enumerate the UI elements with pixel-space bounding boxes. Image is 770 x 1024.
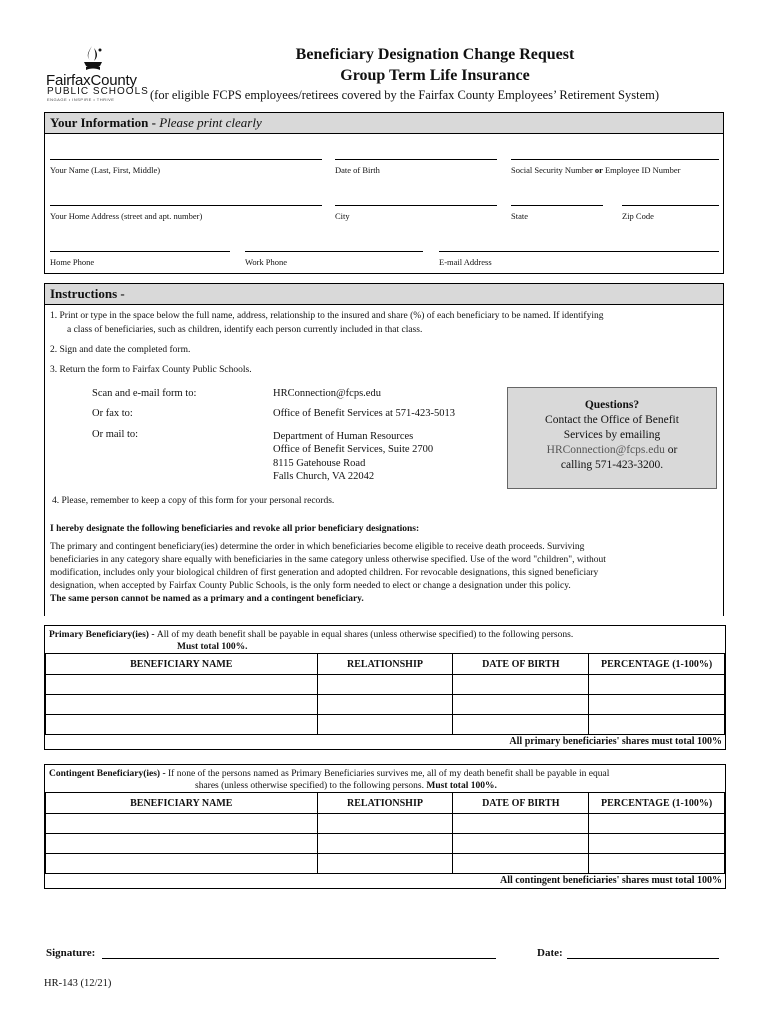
city-label: City <box>335 211 350 221</box>
date-field[interactable] <box>567 958 719 959</box>
fax-label: Or fax to: <box>92 408 133 419</box>
col-percentage: PERCENTAGE (1-100%) <box>589 793 725 814</box>
work-phone-field[interactable] <box>245 251 423 252</box>
designation-paragraph: The primary and contingent beneficiary(ies) determine the order in which beneficiaries become eligible to receive death proceeds. Surviving beneficiaries in any category share equally with beneficiaries in the same category unless otherwise specified. Use of the word "children", without modification, includes only your biological children of first generation and adopted children. For revocable designations, this signed beneficiary designation, when accepted by Fairfax County Public Schools, is the only form needed to elect or change a designation under this policy. The same person cannot be named as a primary and a contingent beneficiary. <box>50 542 606 604</box>
email-label: E-mail Address <box>439 257 492 267</box>
primary-heading: Primary Beneficiary(ies) - All of my death benefit shall be payable in equal shares (unless otherwise specified) to the following persons. Must total 100%. <box>49 630 574 652</box>
dob-label: Date of Birth <box>335 165 380 175</box>
col-relationship: RELATIONSHIP <box>317 793 453 814</box>
address-label: Your Home Address (street and apt. number) <box>50 211 203 221</box>
primary-percentage-cell[interactable] <box>589 715 725 735</box>
form-title: Beneficiary Designation Change Request <box>295 46 575 63</box>
col-percentage: PERCENTAGE (1-100%) <box>589 654 725 675</box>
contingent-percentage-cell[interactable] <box>589 854 725 874</box>
state-label: State <box>511 211 528 221</box>
table-row <box>46 834 725 854</box>
state-field[interactable] <box>511 205 603 206</box>
scan-label: Scan and e-mail form to: <box>92 388 197 399</box>
questions-email-link[interactable]: HRConnection@fcps.edu <box>546 444 665 456</box>
instructions-heading: Instructions - <box>45 284 723 305</box>
name-label: Your Name (Last, First, Middle) <box>50 165 161 175</box>
form-subtitle: Group Term Life Insurance <box>340 67 530 84</box>
primary-relationship-cell[interactable] <box>317 715 453 735</box>
questions-box: Questions? Contact the Office of Benefit Services by emailing HRConnection@fcps.edu or calling 571-423-3200. <box>507 387 717 489</box>
primary-name-cell[interactable] <box>46 675 318 695</box>
primary-dob-cell[interactable] <box>453 715 589 735</box>
contingent-total-note: All contingent beneficiaries' shares must total 100% <box>499 875 722 886</box>
address-field[interactable] <box>50 205 322 206</box>
instruction-step-1-cont: a class of beneficiaries, such as children, identify each person currently included in that class. <box>67 325 423 335</box>
city-field[interactable] <box>335 205 497 206</box>
fax-value: Office of Benefit Services at 571-423-5013 <box>273 408 456 419</box>
contingent-percentage-cell[interactable] <box>589 834 725 854</box>
table-row <box>46 715 725 735</box>
contingent-dob-cell[interactable] <box>453 834 589 854</box>
col-date-of-birth: DATE OF BIRTH <box>453 654 589 675</box>
questions-line-2: Services by emailing <box>563 429 661 441</box>
logo-subtitle: PUBLIC SCHOOLS <box>47 86 149 97</box>
primary-relationship-cell[interactable] <box>317 675 453 695</box>
eligibility-note: (for eligible FCPS employees/retirees covered by the Fairfax County Employees’ Retirement System) <box>150 88 660 102</box>
date-label: Date: <box>537 947 563 959</box>
home-phone-label: Home Phone <box>50 257 95 267</box>
logo-wordmark: FairfaxCounty <box>46 72 137 89</box>
your-information-section <box>44 112 724 274</box>
email-field[interactable] <box>439 251 719 252</box>
table-row <box>46 854 725 874</box>
contingent-relationship-cell[interactable] <box>317 834 453 854</box>
primary-name-cell[interactable] <box>46 695 318 715</box>
ssn-label: Social Security Number or Employee ID Number <box>511 165 681 175</box>
contingent-dob-cell[interactable] <box>453 814 589 834</box>
scan-email[interactable]: HRConnection@fcps.edu <box>273 388 381 399</box>
mail-line-1: Department of Human Resources <box>273 431 414 442</box>
dob-field[interactable] <box>335 159 497 160</box>
instruction-step-4: 4. Please, remember to keep a copy of this form for your personal records. <box>52 496 335 506</box>
signature-field[interactable] <box>102 958 496 959</box>
designation-statement: I hereby designate the following beneficiaries and revoke all prior beneficiary designations: <box>50 524 420 534</box>
contingent-percentage-cell[interactable] <box>589 814 725 834</box>
primary-beneficiary-section <box>44 625 726 750</box>
contingent-name-cell[interactable] <box>46 854 318 874</box>
contingent-name-cell[interactable] <box>46 834 318 854</box>
ssn-field[interactable] <box>511 159 719 160</box>
contingent-relationship-cell[interactable] <box>317 854 453 874</box>
primary-total-note: All primary beneficiaries' shares must total 100% <box>509 736 722 747</box>
name-field[interactable] <box>50 159 322 160</box>
instruction-step-2: 2. Sign and date the completed form. <box>50 345 191 355</box>
contingent-dob-cell[interactable] <box>453 854 589 874</box>
your-information-heading: Your Information - Please print clearly <box>45 113 723 134</box>
instruction-step-3: 3. Return the form to Fairfax County Public Schools. <box>50 365 252 375</box>
mail-line-4: Falls Church, VA 22042 <box>273 471 375 482</box>
contingent-relationship-cell[interactable] <box>317 814 453 834</box>
home-phone-field[interactable] <box>50 251 230 252</box>
primary-relationship-cell[interactable] <box>317 695 453 715</box>
table-row <box>46 695 725 715</box>
col-date-of-birth: DATE OF BIRTH <box>453 793 589 814</box>
questions-title: Questions? <box>584 399 640 411</box>
primary-table <box>45 653 725 735</box>
col-beneficiary-name: BENEFICIARY NAME <box>46 793 318 814</box>
logo-tagline: ENGAGE • INSPIRE • THRIVE <box>47 97 115 102</box>
form-number: HR-143 (12/21) <box>44 978 112 989</box>
primary-percentage-cell[interactable] <box>589 695 725 715</box>
primary-name-cell[interactable] <box>46 715 318 735</box>
mail-label: Or mail to: <box>92 429 139 440</box>
primary-dob-cell[interactable] <box>453 675 589 695</box>
mail-line-3: 8115 Gatehouse Road <box>273 458 366 469</box>
col-relationship: RELATIONSHIP <box>317 654 453 675</box>
zip-label: Zip Code <box>622 211 654 221</box>
primary-dob-cell[interactable] <box>453 695 589 715</box>
signature-label: Signature: <box>46 947 96 959</box>
table-row <box>46 814 725 834</box>
primary-percentage-cell[interactable] <box>589 675 725 695</box>
mail-line-2: Office of Benefit Services, Suite 2700 <box>273 444 434 455</box>
contingent-beneficiary-section <box>44 764 726 889</box>
table-row <box>46 675 725 695</box>
col-beneficiary-name: BENEFICIARY NAME <box>46 654 318 675</box>
questions-line-1: Contact the Office of Benefit <box>545 414 679 426</box>
zip-field[interactable] <box>622 205 719 206</box>
questions-line-3: calling 571-423-3200. <box>560 459 664 471</box>
work-phone-label: Work Phone <box>245 257 288 267</box>
contingent-heading: Contingent Beneficiary(ies) - If none of the persons named as Primary Beneficiaries survives me, all of my death benefit shall be payable in equal shares (unless otherwise specified) to the following persons. Must total 100%. <box>49 769 610 791</box>
contingent-name-cell[interactable] <box>46 814 318 834</box>
instruction-step-1: 1. Print or type in the space below the full name, address, relationship to the insured and share (%) of each beneficiary to be named. If identifying <box>50 311 604 321</box>
contingent-table <box>45 792 725 874</box>
